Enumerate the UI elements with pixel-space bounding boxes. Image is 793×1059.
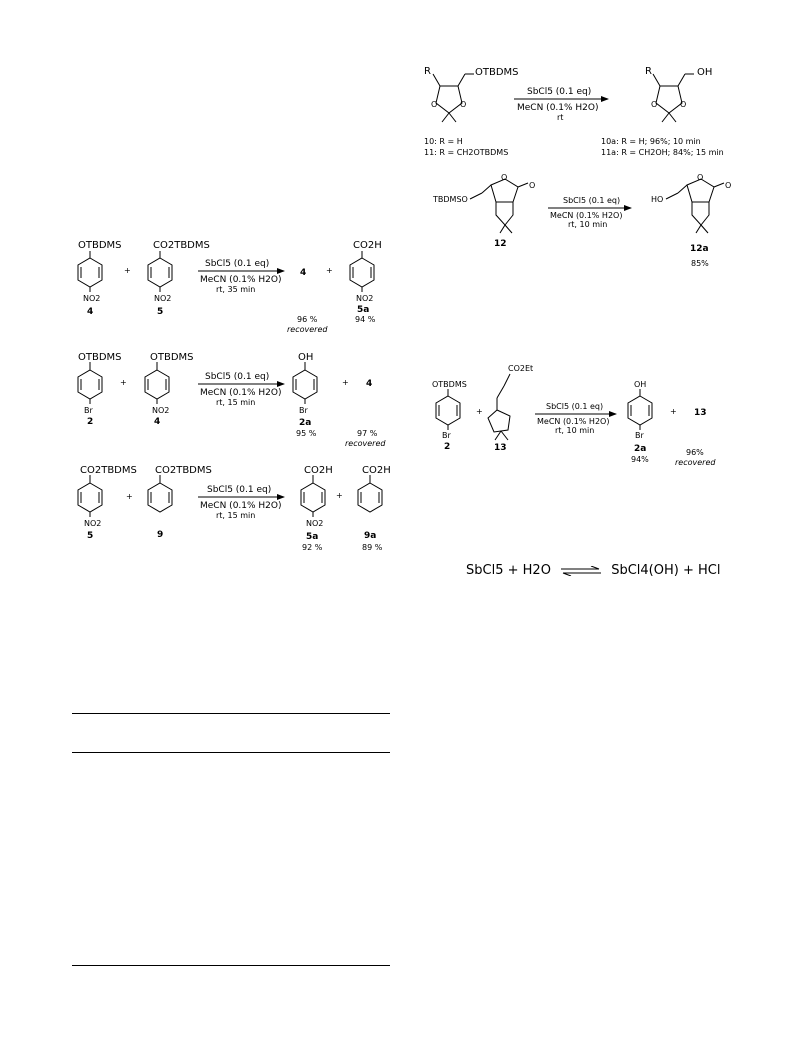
reagent-label: SbCl5 (0.1 eq) [546, 402, 604, 411]
plus-sign: + [126, 492, 133, 501]
svg-text:O: O [431, 100, 438, 109]
compound-label: 12a [690, 244, 709, 254]
conditions-label: rt [557, 113, 564, 122]
substituent-para: Br [442, 431, 451, 440]
substituent-para: NO2 [306, 519, 324, 528]
compound-4-structure [78, 240, 122, 317]
substituent-label: OH [697, 67, 713, 78]
substituent-para: Br [84, 406, 93, 415]
yield-value: 96 % [297, 315, 318, 324]
compound-label: 13 [494, 443, 507, 453]
substituent-label: HO [651, 195, 664, 204]
yield-value: 85% [691, 259, 709, 268]
compound-label: 5 [157, 307, 164, 317]
yield-value: 89 % [362, 543, 383, 552]
compound-label: 4 [87, 307, 94, 317]
yield-value: 94 % [355, 315, 376, 324]
solvent-label: MeCN (0.1% H2O) [200, 275, 282, 285]
reagent-label: SbCl5 (0.1 eq) [527, 87, 592, 97]
equilibrium-arrows-icon [561, 566, 601, 576]
plus-sign: + [670, 407, 677, 416]
compound-5-structure [78, 465, 137, 541]
plus-sign: + [342, 378, 349, 387]
svg-text:O: O [697, 173, 704, 182]
compound-10-11-structure [424, 66, 519, 122]
compound-2-structure [432, 380, 467, 452]
product-label: 4 [300, 268, 307, 278]
product-label: 13 [694, 408, 707, 418]
substituent-label: OH [634, 380, 647, 389]
conditions-label: rt, 10 min [555, 426, 595, 435]
substituent-label: OTBDMS [78, 240, 122, 251]
plus-sign: + [682, 563, 694, 578]
plus-sign: + [336, 491, 343, 500]
compound-label: 12 [494, 239, 507, 249]
compound-label: 2 [87, 417, 94, 427]
entry-10: 10: R = H [424, 137, 463, 146]
compound-5a-structure [301, 465, 333, 552]
yield-value: 96% [686, 448, 704, 457]
compound-5a-structure [350, 240, 382, 315]
substituent-para: NO2 [154, 294, 172, 303]
svg-text:O: O [501, 173, 508, 182]
equilibrium-equation [466, 563, 721, 578]
conditions-label: rt, 35 min [216, 285, 256, 294]
svg-text:O: O [725, 181, 732, 190]
substituent-label: OTBDMS [78, 352, 122, 363]
yield-note: recovered [287, 325, 328, 334]
compound-label: 5a [306, 532, 319, 542]
product-label: 4 [366, 379, 373, 389]
compound-9a-structure [358, 465, 391, 552]
yield-value: 94% [631, 455, 649, 464]
plus-sign: + [124, 266, 131, 275]
substituent-R: R [424, 66, 431, 77]
compound-2a-structure [293, 352, 317, 438]
conditions-label: rt, 15 min [216, 511, 256, 520]
reagent-label: SbCl5 (0.1 eq) [205, 372, 270, 382]
product-hcl: HCl [698, 563, 721, 578]
substituent-para: NO2 [83, 294, 101, 303]
entry-11a: 11a: R = CH2OH; 84%; 15 min [601, 148, 724, 157]
svg-text:O: O [680, 100, 687, 109]
substituent-label: TBDMSO [433, 195, 468, 204]
substituent-label: CO2H [353, 240, 382, 251]
substituent-label: CO2H [304, 465, 333, 476]
yield-note: recovered [675, 458, 716, 467]
compound-12a-structure [651, 173, 731, 268]
compound-12-structure [432, 173, 535, 249]
substituent-label: CO2TBDMS [155, 465, 212, 476]
solvent-label: MeCN (0.1% H2O) [537, 417, 610, 426]
product-sbcl4oh: SbCl4(OH) [611, 563, 679, 578]
compound-label: 2a [634, 444, 647, 454]
entry-11: 11: R = CH2OTBDMS [424, 148, 509, 157]
compound-label: 2a [299, 418, 312, 428]
compound-label: 4 [154, 417, 161, 427]
substituent-para: NO2 [84, 519, 102, 528]
solvent-label: MeCN (0.1% H2O) [550, 211, 623, 220]
svg-text:O: O [460, 100, 467, 109]
compound-13-structure [488, 364, 533, 453]
compound-label: 5 [87, 531, 94, 541]
substituent-R: R [645, 66, 652, 77]
yield-value: 97 % [357, 429, 378, 438]
substituent-label: CO2Et [508, 364, 534, 373]
substituent-label: OTBDMS [475, 67, 519, 78]
substituent-label: CO2H [362, 465, 391, 476]
solvent-label: MeCN (0.1% H2O) [200, 388, 282, 398]
compound-label: 2 [444, 442, 451, 452]
table-header-rule [72, 752, 390, 753]
conditions-label: rt, 15 min [216, 398, 256, 407]
svg-text:O: O [651, 100, 658, 109]
substituent-para: NO2 [152, 406, 170, 415]
substituent-label: OTBDMS [432, 380, 467, 389]
substituent-label: OH [298, 352, 314, 363]
carbonyl-oxygen: O [529, 181, 536, 190]
substituent-para: Br [635, 431, 644, 440]
yield-value: 92 % [302, 543, 323, 552]
substituent-para: Br [299, 406, 308, 415]
compound-label: 9 [157, 530, 164, 540]
compound-10a-11a-structure [645, 66, 712, 122]
compound-4-structure [145, 352, 194, 427]
solvent-label: MeCN (0.1% H2O) [200, 501, 282, 511]
entry-10a: 10a: R = H; 96%; 10 min [601, 137, 701, 146]
compound-label: 5a [357, 305, 370, 315]
table-bottom-rule [72, 965, 390, 966]
substituent-label: CO2TBDMS [153, 240, 210, 251]
reactant-sbcl5: SbCl5 [466, 563, 504, 578]
yield-note: recovered [345, 439, 386, 448]
substituent-para: NO2 [356, 294, 374, 303]
yield-value: 95 % [296, 429, 317, 438]
plus-sign: + [326, 266, 333, 275]
substituent-label: CO2TBDMS [80, 465, 137, 476]
reactant-water: H2O [522, 563, 551, 578]
reagent-label: SbCl5 (0.1 eq) [563, 196, 621, 205]
plus-sign: + [120, 378, 127, 387]
compound-2-structure [78, 352, 122, 427]
table-top-rule [72, 713, 390, 714]
plus-sign: + [507, 563, 519, 578]
compound-label: 9a [364, 531, 377, 541]
plus-sign: + [476, 407, 483, 416]
reagent-label: SbCl5 (0.1 eq) [207, 485, 272, 495]
conditions-label: rt, 10 min [568, 220, 608, 229]
reagent-label: SbCl5 (0.1 eq) [205, 259, 270, 269]
substituent-label: OTBDMS [150, 352, 194, 363]
compound-2a-structure [628, 380, 652, 464]
solvent-label: MeCN (0.1% H2O) [517, 103, 599, 113]
